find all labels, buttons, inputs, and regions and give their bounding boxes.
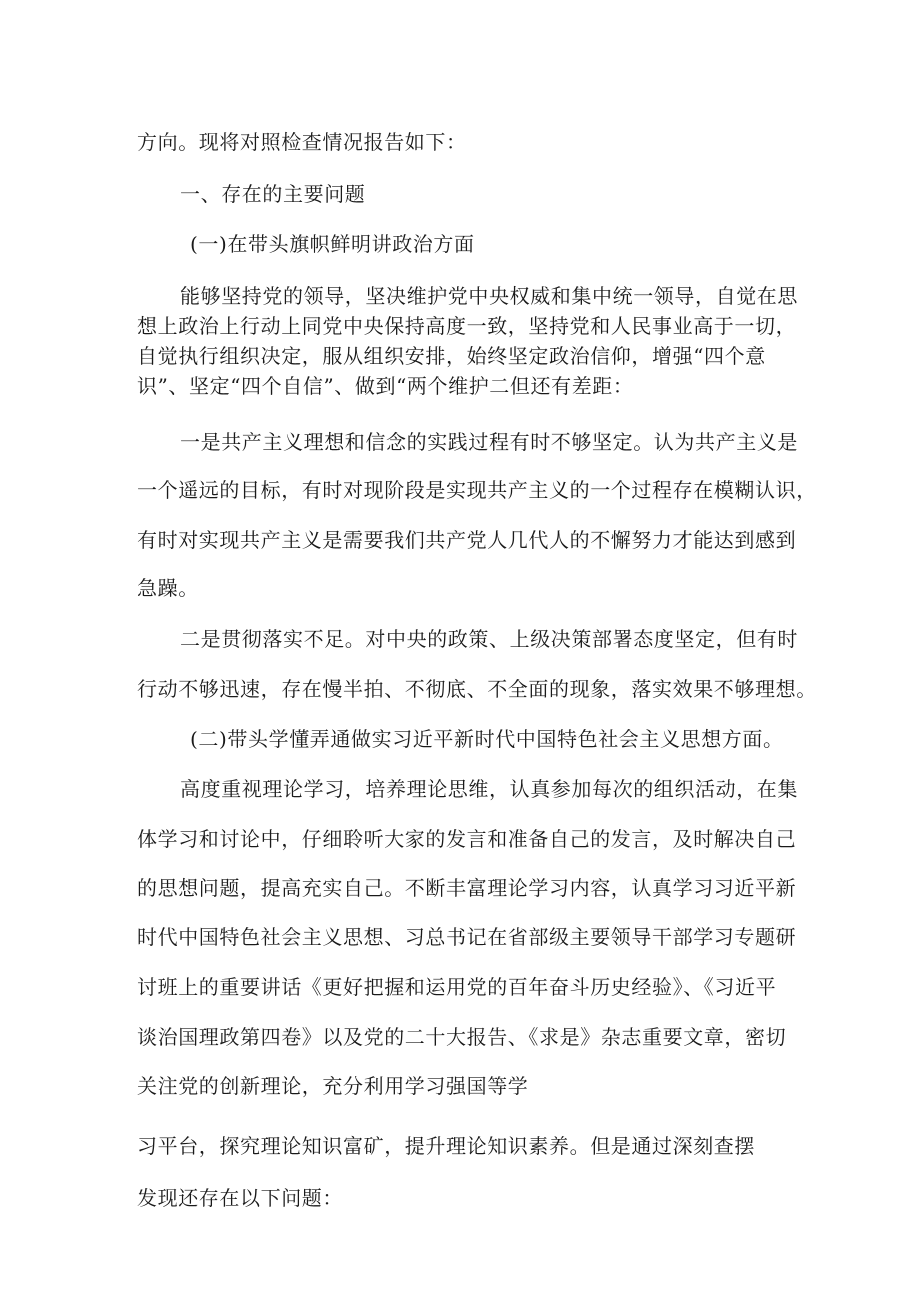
paragraph-line: 急躁。 xyxy=(137,576,199,600)
paragraph-line: 一个遥远的目标，有时对现阶段是实现共产主义的一个过程存在模糊认识， xyxy=(137,478,817,502)
paragraph-line: 体学习和讨论中，仔细聆听大家的发言和准备自己的发言，及时解决自己 xyxy=(137,827,797,851)
paragraph-line: 时代中国特色社会主义思想、习总书记在省部级主要领导干部学习专题研 xyxy=(137,925,797,949)
paragraph-line: 想上政治上行动上同党中央保持高度一致，坚持党和人民事业高于一切， xyxy=(137,314,797,338)
paragraph-line: 行动不够迅速，存在慢半拍、不彻底、不全面的现象，落实效果不够理想。 xyxy=(137,677,817,701)
paragraph-line: 习平台，探究理论知识富矿，提升理论知识素养。但是通过深刻查摆 xyxy=(137,1134,755,1158)
paragraph-line: 一是共产主义理想和信念的实践过程有时不够坚定。认为共产主义是 xyxy=(180,430,798,454)
subsection-heading: (一)在带头旗帜鲜明讲政治方面 xyxy=(190,232,475,256)
paragraph-line: 识”、坚定“四个自信”、做到“两个维护二但还有差距： xyxy=(137,374,634,398)
paragraph-line: 能够坚持党的领导，坚决维护党中央权威和集中统一领导，自觉在思 xyxy=(180,284,798,308)
subsection-heading: (二)带头学懂弄通做实习近平新时代中国特色社会主义思想方面。 xyxy=(190,727,784,751)
paragraph-line: 方向。现将对照检查情况报告如下： xyxy=(137,130,467,154)
paragraph-line: 二是贯彻落实不足。对中央的政策、上级决策部署态度坚定，但有时 xyxy=(180,627,798,651)
paragraph-line: 讨班上的重要讲话《更好把握和运用党的百年奋斗历史经验》、《习近平 xyxy=(137,975,777,999)
section-heading: 一、存在的主要问题 xyxy=(180,182,366,206)
paragraph-line: 高度重视理论学习，培养理论思维，认真参加每次的组织活动，在集 xyxy=(180,777,798,801)
paragraph-line: 的思想问题，提高充实自己。不断丰富理论学习内容，认真学习习近平新 xyxy=(137,876,797,900)
paragraph-line: 有时对实现共产主义是需要我们共产党人几代人的不懈努力才能达到感到 xyxy=(137,528,797,552)
paragraph-line: 谈治国理政第四卷》以及党的二十大报告、《求是》杂志重要文章，密切 xyxy=(137,1025,787,1049)
paragraph-line: 发现还存在以下问题： xyxy=(137,1186,343,1210)
paragraph-line: 自觉执行组织决定，服从组织安排，始终坚定政治信仰，增强“四个意 xyxy=(137,344,766,368)
paragraph-line: 关注党的创新理论，充分利用学习强国等学 xyxy=(137,1074,529,1098)
